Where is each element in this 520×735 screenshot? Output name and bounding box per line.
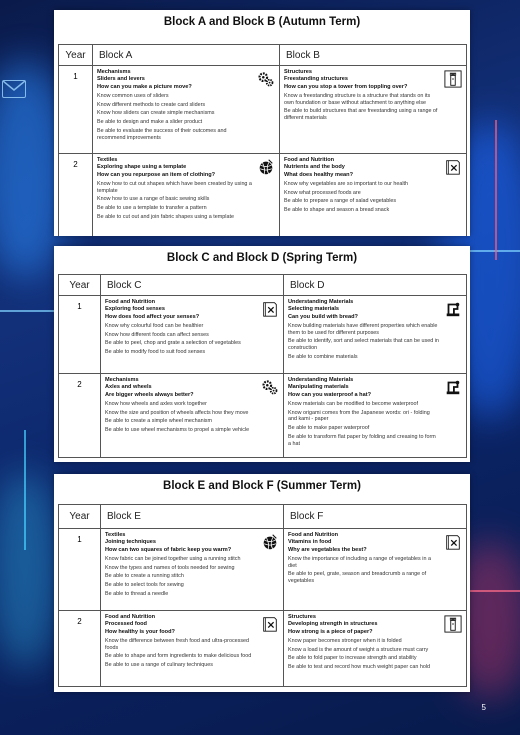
unit-subject: Textiles — [105, 532, 126, 538]
learning-objective: Know fabric can be joined together using a running stitch — [105, 555, 241, 562]
learning-objective: Know the importance of including a range of vegetables in a diet — [288, 555, 431, 569]
unit-subject: Food and Nutrition — [105, 614, 156, 620]
learning-objective: Be able to shape and season a bread snack — [284, 207, 390, 214]
gears-icon — [257, 70, 275, 88]
learning-objective: Know a load is the amount of weight a structure must carry — [288, 646, 429, 653]
recipe-book-icon — [444, 158, 462, 176]
unit-topic: Exploring food senses — [105, 306, 165, 313]
unit-topic: Sliders and levers — [97, 76, 145, 83]
unit-question: How can you repurpose an item of clothing? — [97, 171, 216, 178]
unit-cell — [284, 611, 467, 687]
unit-cell — [101, 529, 284, 611]
envelope-icon — [2, 80, 26, 98]
unit-subject: Food and Nutrition — [105, 299, 156, 305]
unit-topic: Joining techniques — [105, 539, 156, 546]
learning-objective: Be able to shape and form ingredients to make delicious food — [105, 653, 252, 660]
column-header: Block D — [284, 275, 467, 296]
unit-subject: Understanding Materials — [288, 299, 354, 305]
sewing-machine-icon — [444, 378, 462, 396]
learning-objective: Be able to design and make a slider product — [97, 119, 203, 126]
unit-subject: Food and Nutrition — [288, 532, 339, 538]
learning-objective: Know the size and position of wheels affects how they move — [105, 409, 249, 416]
section-title: Block E and Block F (Summer Term) — [163, 480, 361, 492]
learning-objective: Be able to test and record how much weight paper can hold — [288, 664, 431, 671]
unit-cell — [101, 374, 284, 458]
learning-objective: Be able to peel, grate, season and breadcrumb a range of vegetables — [288, 571, 427, 585]
learning-objective: Know the difference between fresh food and ultra-processed foods — [105, 637, 250, 651]
learning-objective: Know why colourful food can be healthier — [105, 322, 204, 329]
unit-question: How healthy is your food? — [105, 628, 175, 635]
recipe-book-icon — [261, 300, 279, 318]
unit-topic: Exploring shape using a template — [97, 164, 187, 171]
learning-objective: Be able to evaluate the success of their outcomes and recommend improvements — [97, 127, 227, 141]
learning-objective: Know the types and names of tools needed for sewing — [105, 564, 235, 571]
table-row — [59, 374, 467, 458]
unit-cell — [284, 296, 467, 374]
unit-cell — [284, 529, 467, 611]
unit-topic: Developing strength in structures — [288, 621, 378, 628]
learning-objective: Know how different foods can affect senses — [105, 331, 209, 338]
learning-objective: Know paper becomes stronger when it is folded — [288, 637, 402, 644]
table-row — [59, 611, 467, 687]
unit-subject: Structures — [288, 614, 316, 620]
yarn-icon — [261, 533, 279, 551]
column-header: Block E — [101, 505, 284, 529]
year-header: Year — [59, 45, 93, 66]
term-panel-summer — [54, 474, 470, 692]
gears-icon — [261, 378, 279, 396]
unit-topic: Freestanding structures — [284, 76, 349, 83]
learning-objective: Be able to fold paper to increase strength and stability — [288, 655, 417, 662]
section-title: Block A and Block B (Autumn Term) — [163, 16, 361, 28]
unit-topic: Manipulating materials — [288, 384, 349, 391]
section-title: Block C and Block D (Spring Term) — [166, 252, 358, 264]
unit-content — [97, 69, 275, 141]
year-cell: 1 — [59, 296, 101, 374]
table-row — [59, 296, 467, 374]
unit-subject: Mechanisms — [97, 69, 131, 75]
learning-objective: Know how to use a range of basic sewing skills — [97, 196, 210, 203]
unit-content — [105, 299, 279, 356]
curriculum-table — [58, 44, 467, 236]
unit-topic: Processed food — [105, 621, 147, 628]
year-header: Year — [59, 505, 101, 529]
tower-icon — [444, 615, 462, 633]
term-panel-spring — [54, 246, 470, 462]
unit-cell — [101, 611, 284, 687]
learning-objective: Be able to select tools for sewing — [105, 582, 184, 589]
unit-topic: Nutrients and the body — [284, 164, 345, 171]
unit-content — [288, 614, 462, 671]
learning-objective: Be able to create a running stitch — [105, 573, 184, 580]
learning-objective: Be able to use a template to transfer a pattern — [97, 205, 207, 212]
unit-question: What does healthy mean? — [284, 171, 354, 178]
learning-objective: Be able to create a simple wheel mechanism — [105, 418, 212, 425]
learning-objective: Know different methods to create card sliders — [97, 101, 206, 108]
table-row — [59, 66, 467, 154]
unit-content — [288, 377, 462, 447]
unit-cell — [284, 374, 467, 458]
year-cell: 2 — [59, 374, 101, 458]
unit-content — [105, 532, 279, 598]
unit-topic: Selecting materials — [288, 306, 339, 313]
sewing-machine-icon — [444, 300, 462, 318]
unit-subject: Understanding Materials — [288, 377, 354, 383]
learning-objective: Be able to use a range of culinary techniques — [105, 662, 213, 669]
learning-objective: Be able to transform flat paper by folding and creasing to form a hat — [288, 433, 436, 447]
table-header-row — [59, 275, 467, 296]
unit-question: How does food affect your senses? — [105, 313, 200, 320]
learning-objective: Know origami comes from the Japanese words: ori - folding and kami - paper — [288, 409, 430, 423]
column-header: Block F — [284, 505, 467, 529]
learning-objective: Know what processed foods are — [284, 189, 361, 196]
learning-objective: Be able to build structures that are freestanding using a range of different materials — [284, 108, 438, 122]
learning-objective: Be able to combine materials — [288, 353, 358, 360]
tower-icon — [444, 70, 462, 88]
recipe-book-icon — [261, 615, 279, 633]
yarn-icon — [257, 158, 275, 176]
table-header-row — [59, 45, 467, 66]
learning-objective: Be able to make paper waterproof — [288, 425, 370, 432]
unit-cell — [280, 66, 467, 154]
table-row — [59, 529, 467, 611]
year-cell: 1 — [59, 529, 101, 611]
unit-content — [288, 299, 462, 361]
year-header: Year — [59, 275, 101, 296]
unit-question: How can two squares of fabric keep you warm? — [105, 546, 232, 553]
unit-question: How can you make a picture move? — [97, 83, 192, 90]
unit-question: How can you waterproof a hat? — [288, 391, 371, 398]
page-number: 5 — [481, 703, 486, 712]
unit-subject: Food and Nutrition — [284, 157, 335, 163]
unit-content — [284, 69, 462, 122]
unit-question: Can you build with bread? — [288, 313, 358, 320]
unit-question: Why are vegetables the best? — [288, 546, 367, 553]
learning-objective: Be able to cut out and join fabric shapes using a template — [97, 213, 234, 220]
unit-content — [288, 532, 462, 585]
unit-content — [105, 377, 279, 434]
unit-question: Are bigger wheels always better? — [105, 391, 194, 398]
learning-objective: Know how wheels and axles work together — [105, 400, 207, 407]
unit-topic: Axles and wheels — [105, 384, 152, 391]
unit-cell — [280, 154, 467, 237]
learning-objective: Know materials can be modified to become waterproof — [288, 400, 419, 407]
learning-objective: Know a freestanding structure is a structure that stands on its own foundation or base without attachment to anything else — [284, 92, 431, 106]
learning-objective: Know how sliders can create simple mechanisms — [97, 110, 215, 117]
column-header: Block C — [101, 275, 284, 296]
unit-question: How strong is a piece of paper? — [288, 628, 373, 635]
learning-objective: Be able to thread a needle — [105, 590, 169, 597]
year-cell: 2 — [59, 154, 93, 237]
learning-objective: Be able to use wheel mechanisms to propel a simple vehicle — [105, 427, 250, 434]
unit-question: How can you stop a tower from toppling over? — [284, 83, 408, 90]
table-header-row — [59, 505, 467, 529]
unit-content — [284, 157, 462, 214]
recipe-book-icon — [444, 533, 462, 551]
unit-topic: Vitamins in food — [288, 539, 332, 546]
learning-objective: Know common uses of sliders — [97, 92, 169, 99]
learning-objective: Be able to prepare a range of salad vegetables — [284, 198, 397, 205]
learning-objective: Be able to peel, chop and grate a selection of vegetables — [105, 340, 241, 347]
learning-objective: Know why vegetables are so important to our health — [284, 180, 409, 187]
unit-subject: Mechanisms — [105, 377, 139, 383]
term-panel-autumn — [54, 10, 470, 236]
unit-cell — [101, 296, 284, 374]
unit-content — [105, 614, 279, 669]
unit-cell — [93, 66, 280, 154]
learning-objective: Be able to identify, sort and select materials that can be used in construction — [288, 338, 439, 352]
learning-objective: Be able to modify food to suit food senses — [105, 349, 206, 356]
curriculum-table — [58, 504, 467, 687]
unit-content — [97, 157, 275, 221]
year-cell: 2 — [59, 611, 101, 687]
column-header: Block B — [280, 45, 467, 66]
unit-cell — [93, 154, 280, 237]
unit-subject: Structures — [284, 69, 312, 75]
learning-objective: Know how to cut out shapes which have been created by using a template — [97, 180, 252, 194]
unit-subject: Textiles — [97, 157, 118, 163]
curriculum-table — [58, 274, 467, 458]
learning-objective: Know building materials have different properties which enable them to be used for different purposes — [288, 322, 438, 336]
year-cell: 1 — [59, 66, 93, 154]
table-row — [59, 154, 467, 237]
column-header: Block A — [93, 45, 280, 66]
